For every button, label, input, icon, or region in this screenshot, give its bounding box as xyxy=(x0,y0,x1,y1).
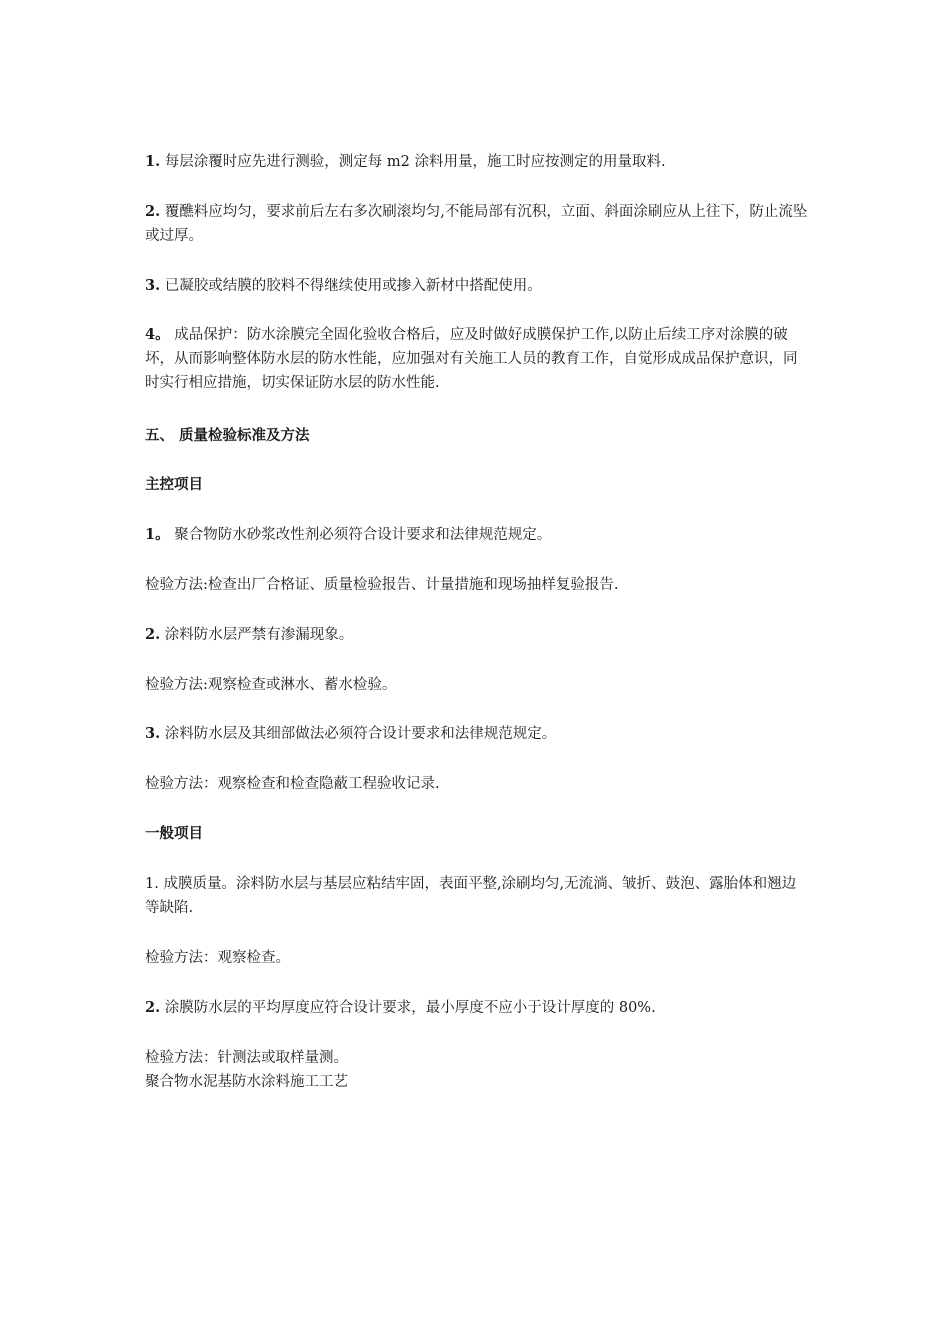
paragraph-1 xyxy=(145,150,810,174)
item-number: 4。 xyxy=(145,326,170,343)
section-heading-5: 五、 质量检验标准及方法 xyxy=(145,427,310,444)
item-text: 涂膜防水层的平均厚度应符合设计要求，最小厚度不应小于设计厚度的 80%. xyxy=(160,1000,656,1016)
paragraph-3 xyxy=(145,274,810,298)
item-number: 3. xyxy=(145,725,161,742)
item-text: 每层涂覆时应先进行测验，测定每 m2 涂料用量，施工时应按测定的用量取料. xyxy=(160,154,666,170)
item-number: 1. xyxy=(145,153,161,170)
item-text: 涂料防水层及其细部做法必须符合设计要求和法律规范规定。 xyxy=(160,726,557,742)
main-item-1 xyxy=(145,523,810,547)
general-item-2 xyxy=(145,996,810,1020)
main-item-2-method: 检验方法:观察检查或淋水、蓄水检验。 xyxy=(145,677,397,693)
document-footer-title: 聚合物水泥基防水涂料施工工艺 xyxy=(145,1074,348,1090)
item-number: 2. xyxy=(145,203,161,220)
paragraph-4 xyxy=(145,323,810,395)
general-item-1: 1. 成膜质量。涂料防水层与基层应粘结牢固，表面平整,涂刷均匀,无流淌、皱折、鼓泡、露胎体和翘边等缺陷. xyxy=(145,876,797,916)
main-item-2 xyxy=(145,623,810,647)
item-number: 3. xyxy=(145,277,161,294)
item-text: 覆醮料应均匀，要求前后左右多次刷滚均匀,不能局部有沉积，立面、斜面涂刷应从上往下，防止流坠或过厚。 xyxy=(145,204,808,244)
item-text: 聚合物防水砂浆改性剂必须符合设计要求和法律规范规定。 xyxy=(169,527,552,543)
paragraph-2 xyxy=(145,200,810,248)
item-text: 成品保护：防水涂膜完全固化验收合格后，应及时做好成膜保护工作,以防止后续工序对涂膜的破坏，从而影响整体防水层的防水性能，应加强对有关施工人员的教育工作，自觉形成成品保护意识，同时实行相应措施，切实保证防水层的防水性能. xyxy=(145,327,798,391)
item-number: 2. xyxy=(145,626,161,643)
item-number: 2. xyxy=(145,999,161,1016)
item-number: 1。 xyxy=(145,526,170,543)
main-item-3 xyxy=(145,722,810,746)
general-items-heading: 一般项目 xyxy=(145,825,203,842)
main-control-heading: 主控项目 xyxy=(145,476,203,493)
main-item-1-method: 检验方法:检查出厂合格证、质量检验报告、计量措施和现场抽样复验报告. xyxy=(145,577,619,593)
item-text: 已凝胶或结膜的胶料不得继续使用或掺入新材中搭配使用。 xyxy=(160,278,542,294)
item-text: 涂料防水层严禁有渗漏现象。 xyxy=(160,627,354,643)
general-item-1-method: 检验方法：观察检查。 xyxy=(145,950,290,966)
main-item-3-method: 检验方法：观察检查和检查隐蔽工程验收记录. xyxy=(145,776,440,792)
general-item-2-method: 检验方法：针测法或取样量测。 xyxy=(145,1050,348,1066)
